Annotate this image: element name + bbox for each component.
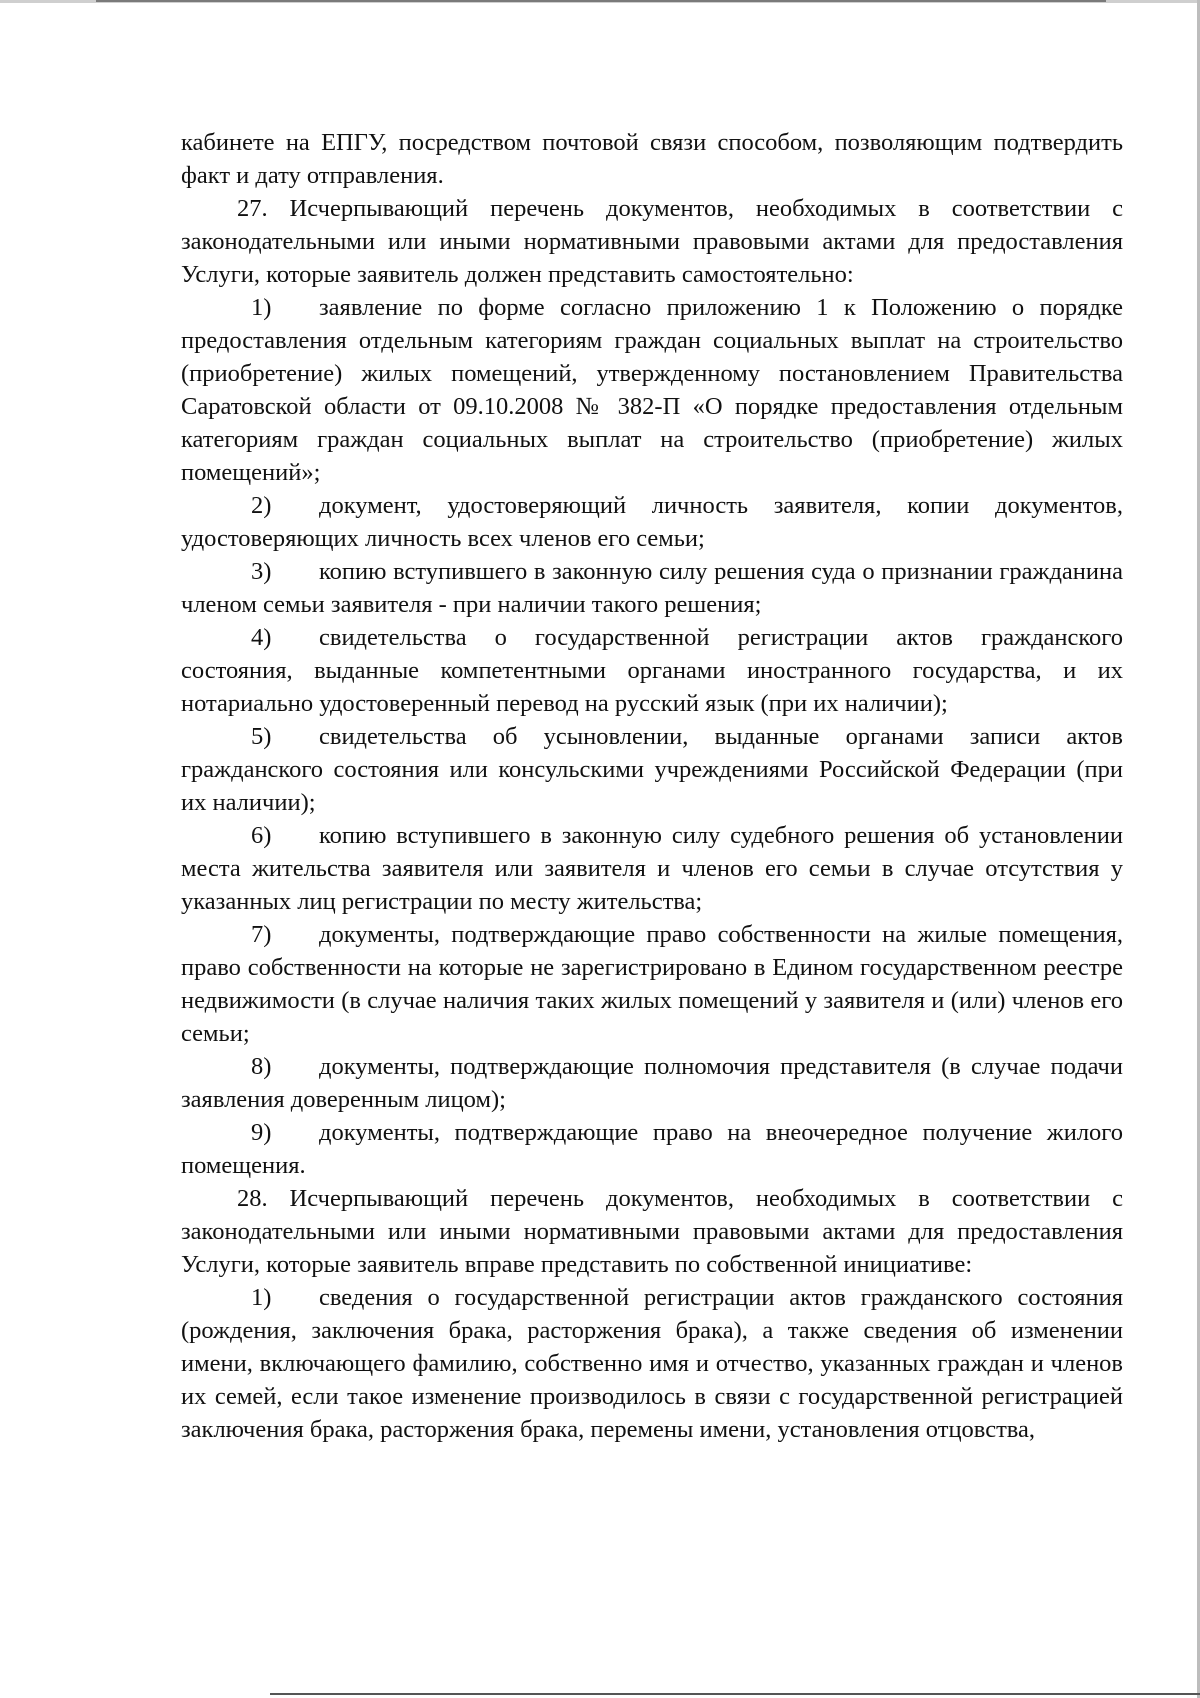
list-item	[181, 621, 1123, 720]
paragraph-28: 28. Исчерпывающий перечень документов, необходимых в соответствии с законодательными или иными нормативными правовыми актами для предоставления Услуги, которые заявитель вправе представить по собственной инициативе:	[181, 1185, 1123, 1278]
list-item-number: 5)	[251, 723, 272, 750]
list-item-text: документ, удостоверяющий личность заявителя, копии документов, удостоверяющих личность всех членов его семьи;	[181, 492, 1123, 552]
list-item-text: документы, подтверждающие право на внеочередное получение жилого помещения.	[181, 1119, 1123, 1179]
list-item-number: 2)	[251, 492, 272, 519]
list-item	[181, 918, 1123, 1050]
list-item	[181, 1281, 1123, 1446]
list-item	[181, 720, 1123, 819]
list-item	[181, 819, 1123, 918]
list-item-number: 6)	[251, 822, 272, 849]
list-item-number: 8)	[251, 1053, 272, 1080]
document-page	[181, 126, 1123, 1446]
list-27	[181, 291, 1123, 1182]
list-item-number: 1)	[251, 1284, 272, 1311]
list-item-text: свидетельства об усыновлении, выданные органами записи актов гражданского состояния или консульскими учреждениями Российской Федерации (при их наличии);	[181, 723, 1123, 816]
list-item-text: заявление по форме согласно приложению 1 к Положению о порядке предоставления отдельным категориям граждан социальных выплат на строительство (приобретение) жилых помещений, утвержденному постановлением Правительства Саратовской области от 09.10.2008 № 382-П «О порядке предоставления отдельным категориям граждан социальных выплат на строительство (приобретение) жилых помещений»;	[181, 294, 1123, 486]
list-item-number: 3)	[251, 558, 272, 585]
list-item-text: документы, подтверждающие полномочия представителя (в случае подачи заявления доверенным лицом);	[181, 1053, 1123, 1113]
list-item-number: 9)	[251, 1119, 272, 1146]
paragraph-27: 27. Исчерпывающий перечень документов, необходимых в соответствии с законодательными или иными нормативными правовыми актами для предоставления Услуги, которые заявитель должен представить самостоятельно:	[181, 195, 1123, 288]
list-item	[181, 291, 1123, 489]
list-item-number: 7)	[251, 921, 272, 948]
scan-edge-bottom	[270, 1693, 1200, 1695]
list-item-text: свидетельства о государственной регистрации актов гражданского состояния, выданные компетентными органами иностранного государства, и их нотариально удостоверенный перевод на русский язык (при их наличии);	[181, 624, 1123, 717]
list-item-text: копию вступившего в законную силу судебного решения об установлении места жительства заявителя или заявителя и членов его семьи в случае отсутствия у указанных лиц регистрации по месту жительства;	[181, 822, 1123, 915]
list-item	[181, 555, 1123, 621]
list-item-text: копию вступившего в законную силу решения суда о признании гражданина членом семьи заявителя - при наличии такого решения;	[181, 558, 1123, 618]
list-item-text: документы, подтверждающие право собственности на жилые помещения, право собственности на которые не зарегистрировано в Едином государственном реестре недвижимости (в случае наличия таких жилых помещений у заявителя и (или) членов его семьи;	[181, 921, 1123, 1047]
list-item	[181, 1050, 1123, 1116]
paragraph-continuation: кабинете на ЕПГУ, посредством почтовой связи способом, позволяющим подтвердить факт и дату отправления.	[181, 129, 1123, 189]
list-28	[181, 1281, 1123, 1446]
list-item-text: сведения о государственной регистрации актов гражданского состояния (рождения, заключения брака, расторжения брака), а также сведения об изменении имени, включающего фамилию, собственно имя и отчество, указанных граждан и членов их семей, если такое изменение производилось в связи с государственной регистрацией заключения брака, расторжения брака, перемены имени, установления отцовства,	[181, 1284, 1123, 1443]
list-item	[181, 489, 1123, 555]
list-item	[181, 1116, 1123, 1182]
list-item-number: 1)	[251, 294, 272, 321]
scan-edge-top-line	[96, 0, 1106, 2]
scan-edge-top	[0, 0, 1200, 3]
list-item-number: 4)	[251, 624, 272, 651]
